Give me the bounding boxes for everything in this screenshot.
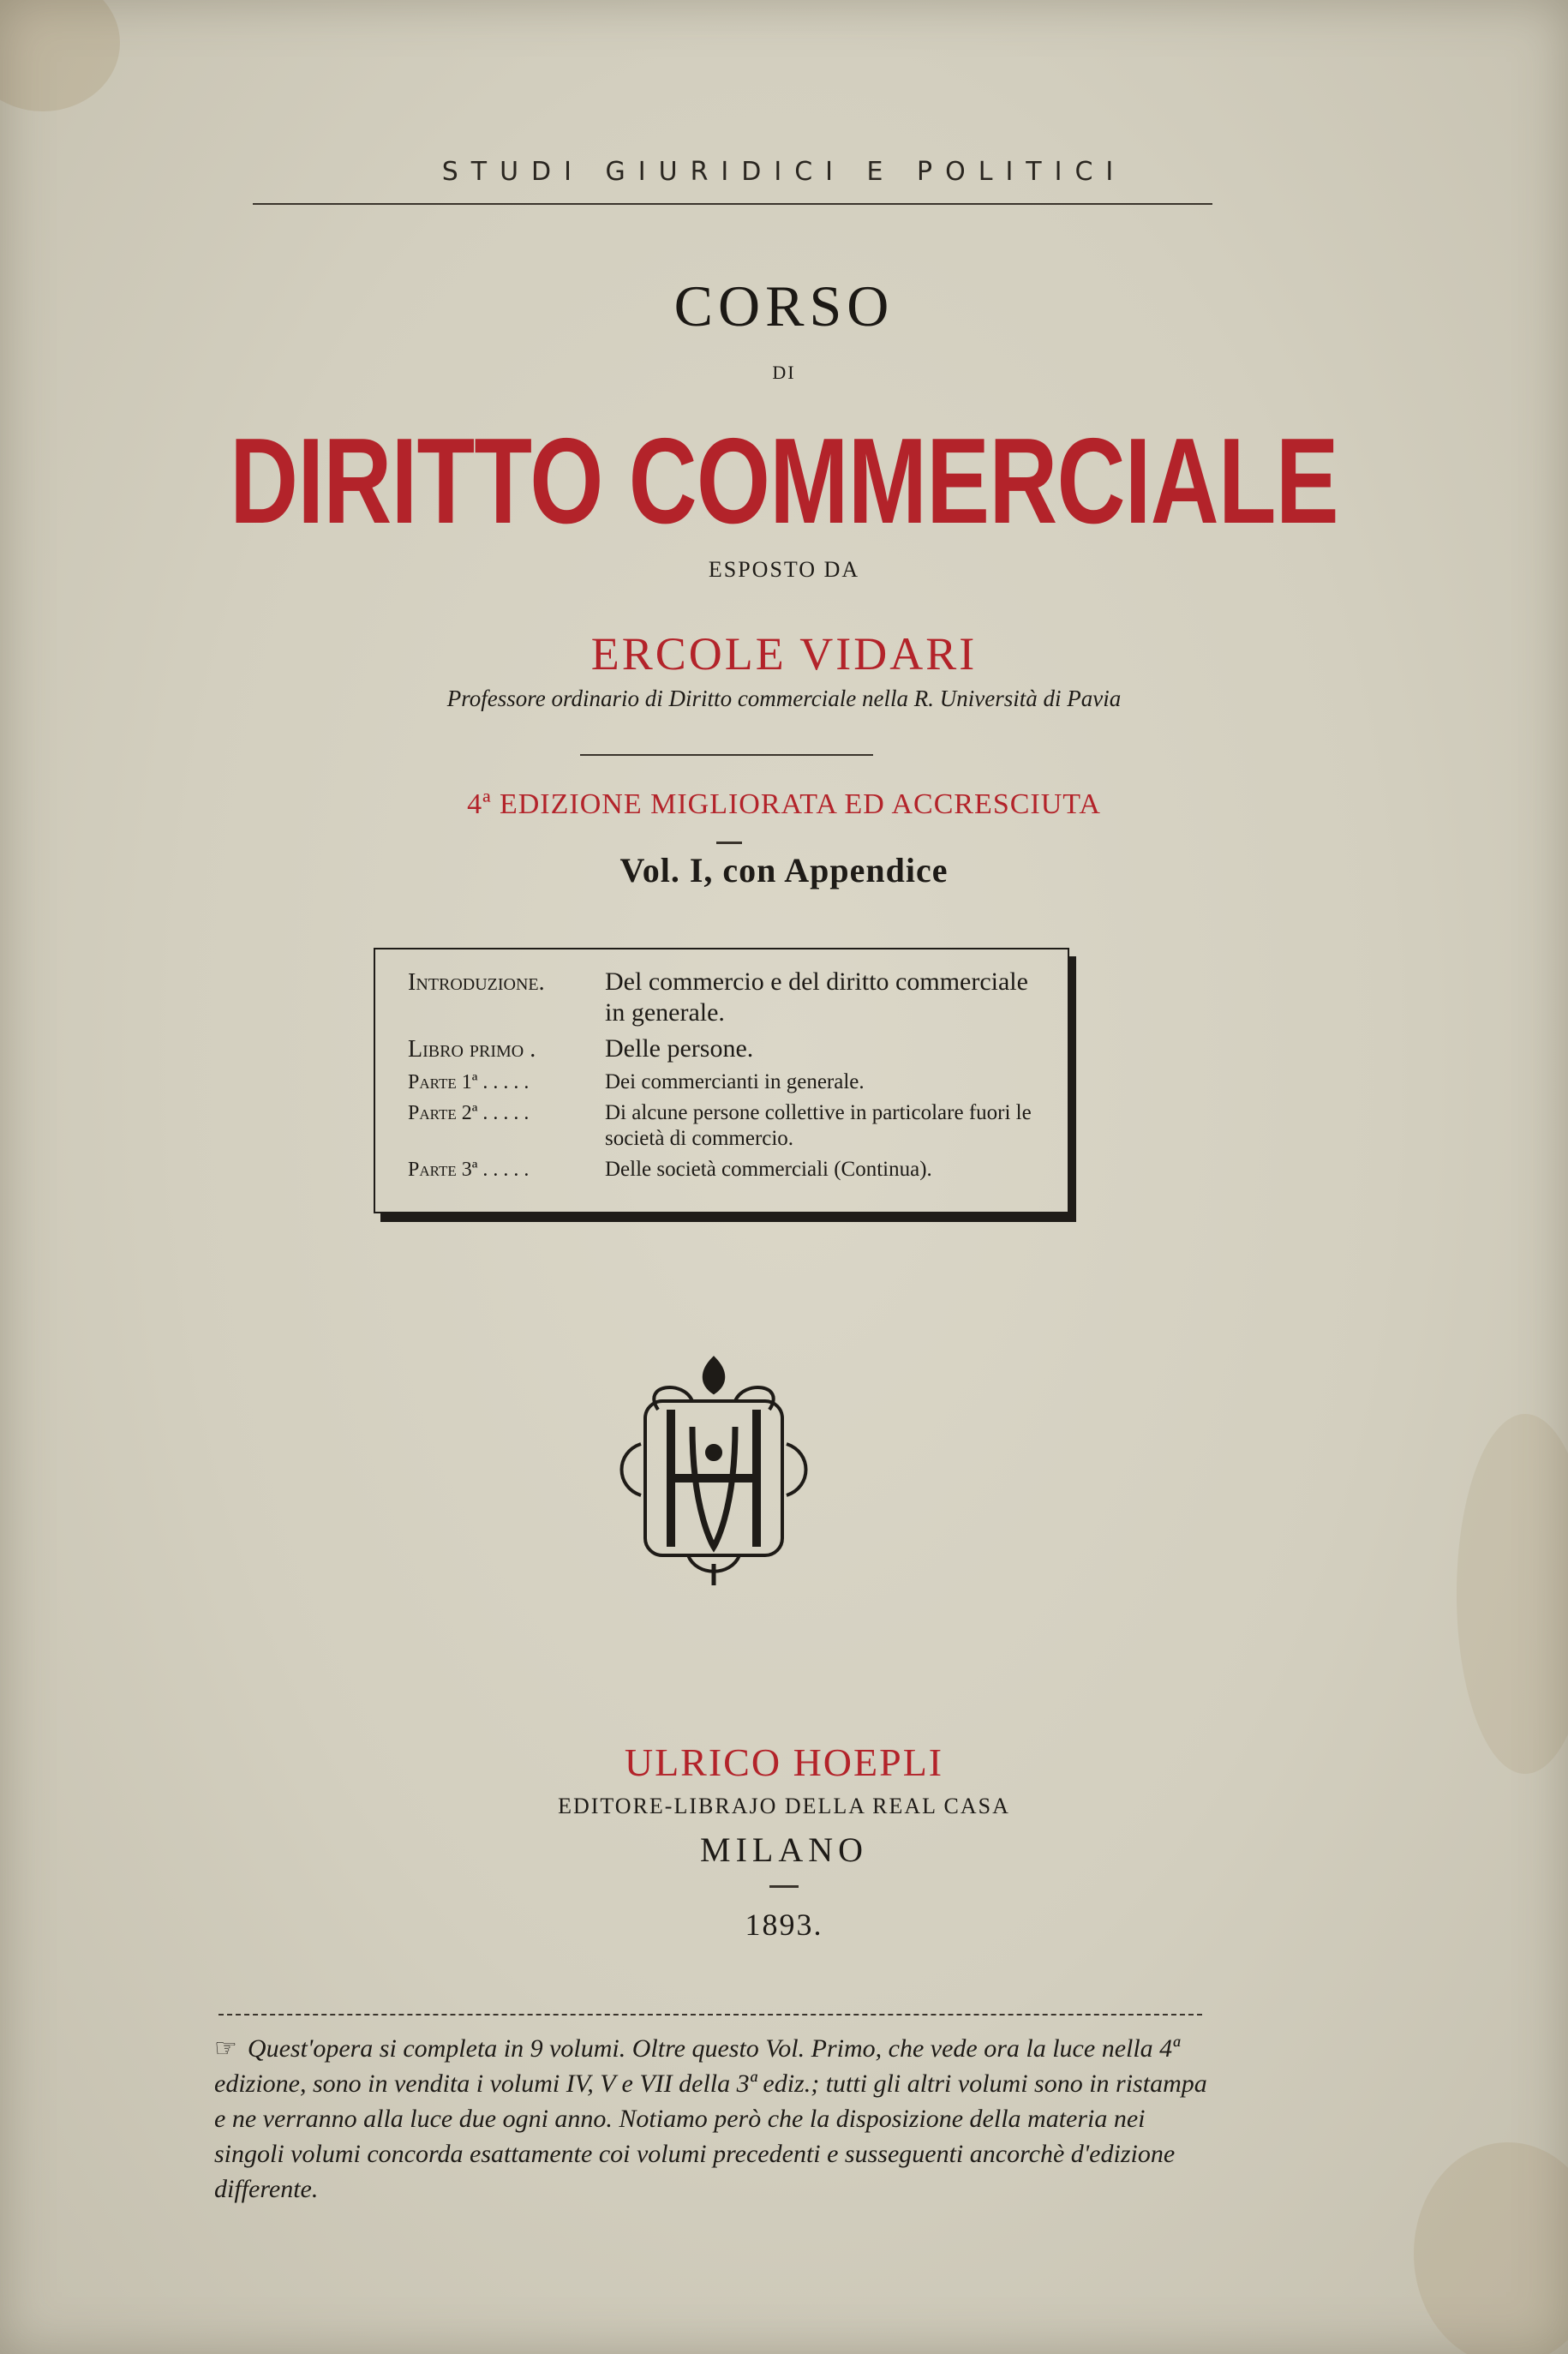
contents-text: Delle società commerciali (Continua). (605, 1158, 932, 1181)
contents-text: Dei commercianti in generale. (605, 1070, 865, 1093)
divider-rule (580, 754, 873, 756)
author-affiliation: Professore ordinario di Diritto commerciale nella R. Università di Pavia (446, 686, 1122, 711)
volume-note (214, 2031, 1208, 2207)
contents-label: Parte 3ª . . . . . (408, 1159, 530, 1181)
contents-label: Parte 1ª . . . . . (408, 1071, 530, 1093)
publisher-name: ULRICO HOEPLI (624, 1740, 944, 1784)
author-name: ERCOLE VIDARI (590, 628, 978, 680)
contents-text: Delle persone. (605, 1034, 754, 1063)
small-dash (716, 842, 742, 844)
note-text: Quest'opera si completa in 9 volumi. Oltre questo Vol. Primo, che vede ora la luce nella 4ª edizione, sono in vendita i volumi IV, V e VII della 3ª ediz.; tutti gli altri volumi sono in ristampa e ne verranno alla luce due ogni anno. Notiamo però che la disposizione della materia nei singoli volumi concorda esattamente coi volumi precedenti e susseguenti ancorchè d'edizione differente. (214, 2034, 1207, 2204)
esposto-da: ESPOSTO DA (708, 557, 860, 582)
contents-row (408, 1033, 1045, 1064)
contents-label: Introduzione. (408, 969, 545, 996)
contents-row (408, 1069, 1045, 1095)
note-rule (218, 2014, 1202, 2016)
title-di: DI (772, 362, 796, 383)
paper-stain (1414, 2142, 1568, 2354)
hoepli-monogram-emblem-icon (607, 1350, 821, 1590)
contents-row (408, 1157, 1045, 1183)
paper-stain (0, 0, 120, 111)
contents-text: Del commercio e del diritto commerciale in generale. (605, 967, 1028, 1027)
pointing-hand-icon: ☞ (214, 2034, 237, 2063)
contents-row (408, 967, 1045, 1028)
volume-line: Vol. I, con Appendice (619, 851, 949, 889)
small-dash (769, 1885, 799, 1888)
contents-text: Di alcune persone collettive in particolare fuori le società di commercio. (605, 1101, 1032, 1150)
edition-line: 4ª EDIZIONE MIGLIORATA ED ACCRESCIUTA (467, 788, 1101, 820)
publisher-imprint: EDITORE-LIBRAJO DELLA REAL CASA (558, 1794, 1010, 1818)
series-rule (253, 203, 1212, 205)
contents-label: Parte 2ª . . . . . (408, 1102, 530, 1124)
main-title: DIRITTO COMMERCIALE (230, 413, 1338, 549)
contents-row (408, 1100, 1045, 1152)
paper-stain (1457, 1414, 1568, 1774)
series-title: STUDI GIURIDICI E POLITICI (441, 157, 1127, 187)
contents-box (374, 948, 1069, 1213)
publisher-city: MILANO (700, 1830, 868, 1869)
contents-label: Libro primo . (408, 1036, 536, 1063)
title-corso: CORSO (673, 273, 895, 338)
publication-year: 1893. (745, 1908, 823, 1942)
